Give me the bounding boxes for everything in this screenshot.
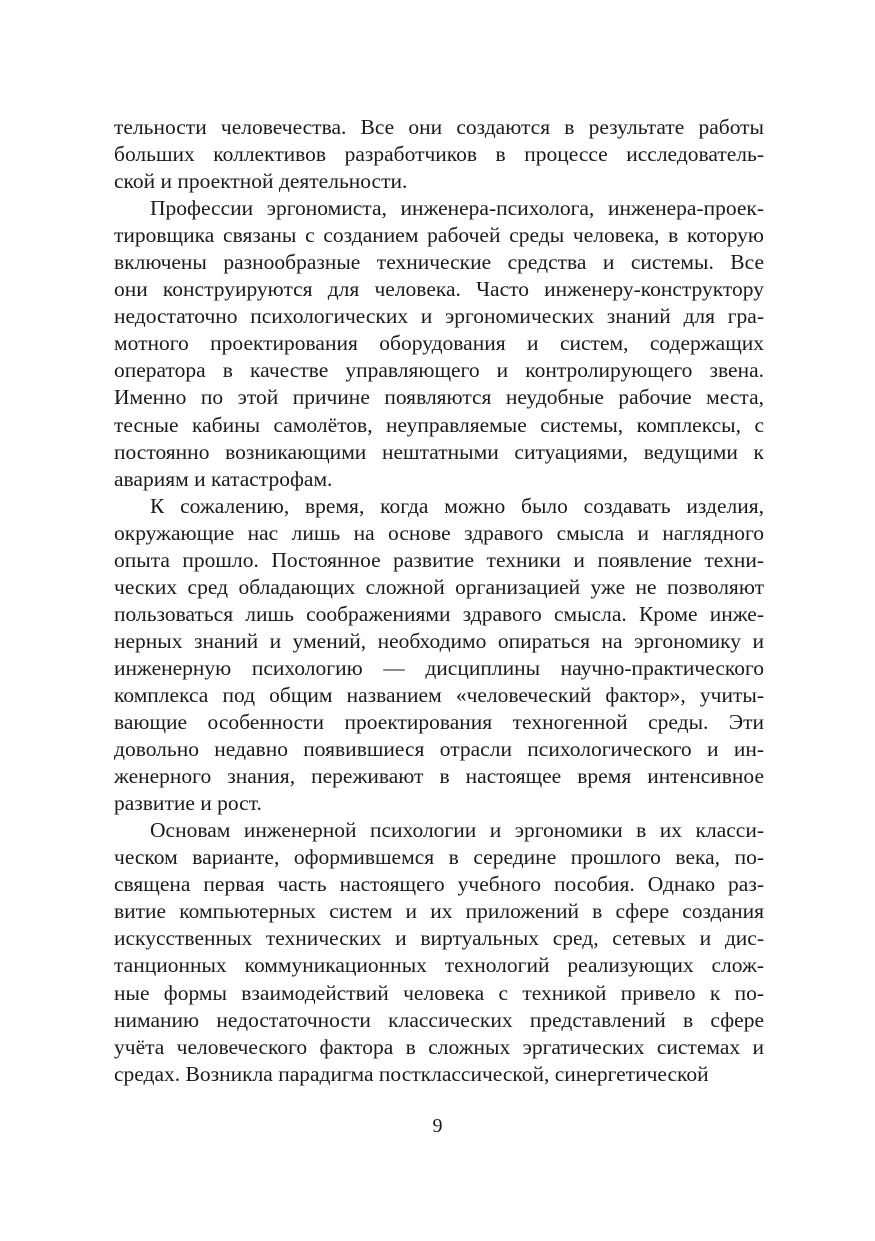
text-line: недостаточно психологических и эргономических знаний для гра-: [114, 304, 764, 329]
text-line: средах. Возникла парадигма постклассической, синергетической: [114, 1061, 709, 1086]
text-line: витие компьютерных систем и их приложений в сфере создания: [114, 899, 764, 924]
text-line: ниманию недостаточности классических представлений в сфере: [114, 1007, 764, 1032]
text-line: пользоваться лишь соображениями здравого смысла. Кроме инже-: [114, 601, 764, 626]
text-line: довольно недавно появившиеся отрасли психологического и ин-: [114, 737, 764, 762]
text-line: ской и проектной деятельности.: [114, 169, 408, 194]
text-line: священа первая часть настоящего учебного пособия. Однако раз-: [114, 872, 764, 897]
text-line: ческих сред обладающих сложной организацией уже не позволяют: [114, 574, 764, 599]
text-line: опыта прошло. Постоянное развитие техники и появление техни-: [114, 547, 764, 572]
paragraph: [114, 114, 764, 195]
text-line: искусственных технических и виртуальных сред, сетевых и дис-: [114, 926, 764, 951]
text-line: тельности человечества. Все они создаются в результате работы: [114, 115, 764, 139]
text-line: инженерную психологию — дисциплины научно-практического: [114, 655, 764, 680]
text-line: больших коллективов разработчиков в процессе исследователь-: [114, 142, 764, 167]
text-line: ческом варианте, оформившемся в середине прошлого века, по-: [114, 845, 764, 870]
text-line: постоянно возникающими нештатными ситуациями, ведущими к: [114, 439, 764, 464]
text-line: Именно по этой причине появляются неудобные рабочие места,: [114, 385, 764, 410]
text-line: тировщика связаны с созданием рабочей среды человека, в которую: [114, 223, 764, 248]
text-line: они конструируются для человека. Часто инженеру-конструктору: [114, 277, 764, 302]
text-line: женерного знания, переживают в настоящее время интенсивное: [114, 764, 764, 789]
text-line: ные формы взаимодействий человека с техникой привело к по-: [114, 980, 764, 1005]
text-line: авариям и катастрофам.: [114, 466, 333, 491]
text-line: комплекса под общим названием «человеческий фактор», учиты-: [114, 682, 764, 707]
text-line: тесные кабины самолётов, неуправляемые системы, комплексы, с: [114, 412, 764, 437]
paragraph: [114, 493, 764, 818]
text-line: Основам инженерной психологии и эргономики в их класси-: [150, 818, 764, 843]
text-line: учёта человеческого фактора в сложных эргатических системах и: [114, 1034, 764, 1059]
text-line: развитие и рост.: [114, 791, 262, 816]
text-line: включены разнообразные технические средства и системы. Все: [114, 250, 764, 275]
paragraph: [114, 817, 764, 1087]
paragraph: [114, 195, 764, 493]
text-line: окружающие нас лишь на основе здравого смысла и наглядного: [114, 520, 764, 545]
text-line: К сожалению, время, когда можно было создавать изделия,: [150, 493, 764, 518]
text-line: Профессии эргономиста, инженера-психолога, инженера-проек-: [150, 196, 764, 221]
text-line: нерных знаний и умений, необходимо опираться на эргономику и: [114, 628, 764, 653]
text-line: оператора в качестве управляющего и контролирующего звена.: [114, 358, 764, 383]
text-line: мотного проектирования оборудования и систем, содержащих: [114, 331, 764, 356]
text-line: танционных коммуникационных технологий реализующих слож-: [114, 953, 764, 978]
body-text: [114, 114, 764, 1088]
text-line: вающие особенности проектирования техногенной среды. Эти: [114, 710, 764, 735]
page-number: 9: [432, 1115, 443, 1137]
